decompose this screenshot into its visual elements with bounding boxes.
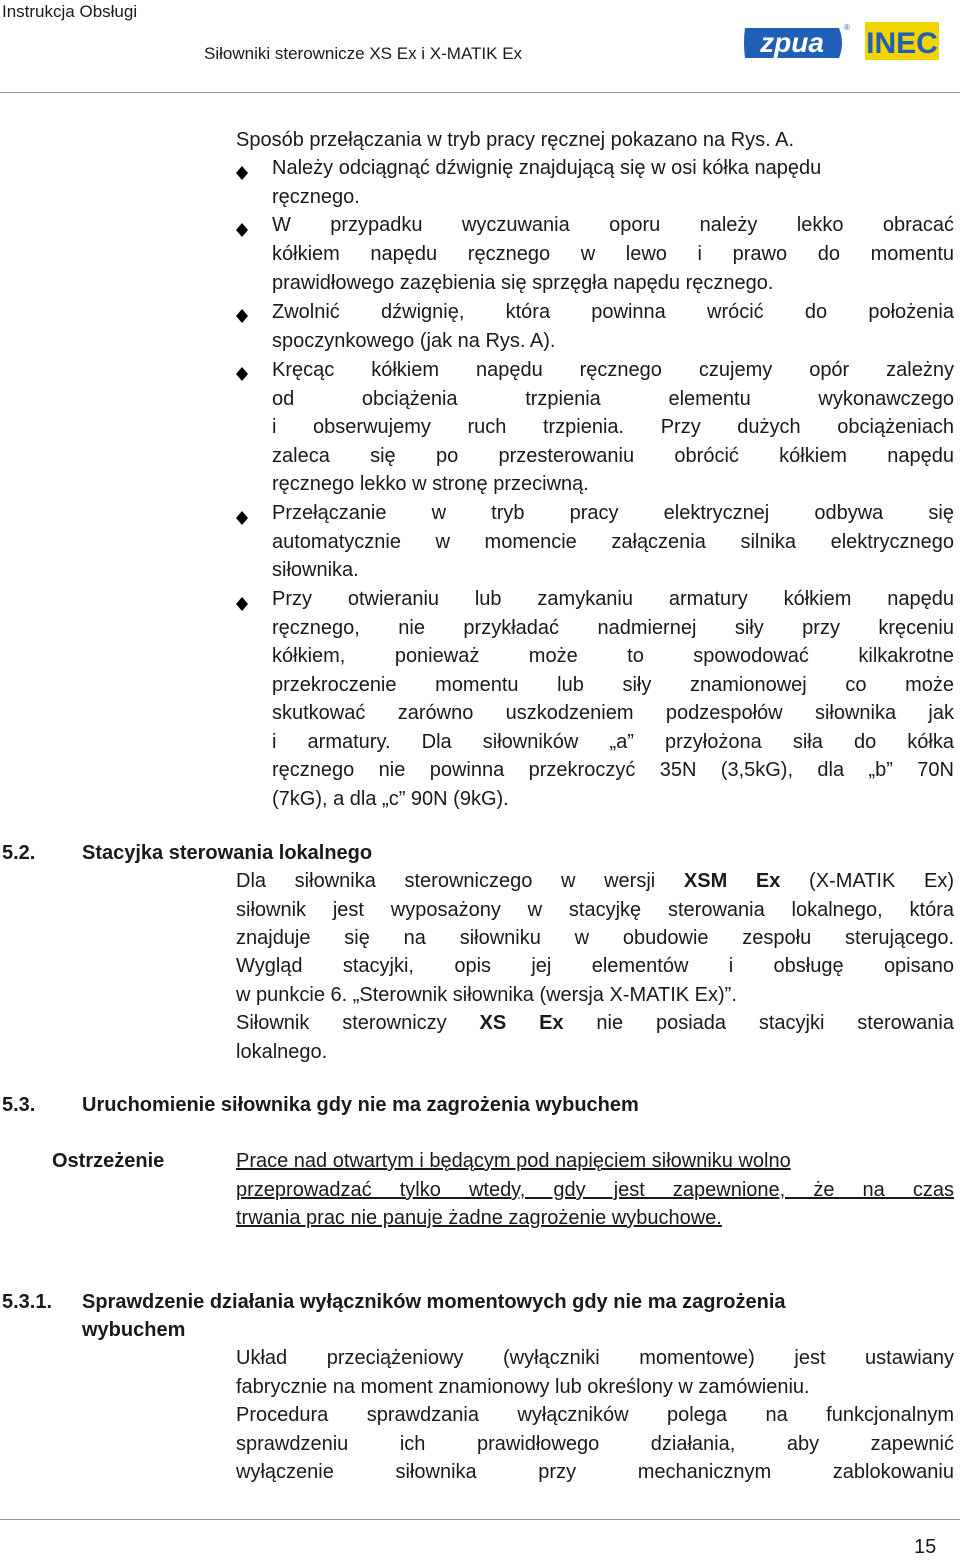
bullet-6-line-7: ręcznego nie powinna przekroczyć 35N (3,5kG), dla „b” 70N xyxy=(272,759,954,781)
zpua-logo-text: zpua xyxy=(760,27,824,58)
bullet-6-line-3: kółkiem, ponieważ może to spowodować kilkakrotne xyxy=(272,645,954,667)
s52-line-6: Siłownik sterowniczy XS Ex nie posiada stacyjki sterowania xyxy=(236,1012,954,1034)
zpua-logo xyxy=(741,22,850,69)
bullet-4-line-5: ręcznego lekko w stronę przeciwną. xyxy=(272,473,589,495)
bullet-6-line-6: i armatury. Dla siłowników „a” przyłożona siła do kółka xyxy=(272,731,954,753)
bullet-6-line-2: ręcznego, nie przykładać nadmiernej siły przy kręceniu xyxy=(272,617,954,639)
section-number: 5.3.1. xyxy=(2,1291,53,1313)
s531-line-5: wyłączenie siłownika przy mechanicznym zablokowaniu xyxy=(236,1461,954,1483)
warning-line-1: Prace nad otwartym i będącym pod napięciem siłowniku wolno xyxy=(236,1150,791,1172)
inec-logo xyxy=(863,16,943,67)
s52-line-5: w punkcie 6. „Sterownik siłownika (wersja X-MATIK Ex)”. xyxy=(236,984,737,1006)
svg-text:®: ® xyxy=(844,23,850,32)
section-heading-line-1: Sprawdzenie działania wyłączników momentowych gdy nie ma zagrożenia xyxy=(82,1291,786,1313)
diamond-bullet-icon xyxy=(236,309,248,321)
s52-line-7: lokalnego. xyxy=(236,1041,328,1063)
document-type: Instrukcja Obsługi xyxy=(2,2,138,21)
section-number: 5.3. xyxy=(2,1094,36,1116)
diamond-bullet-icon xyxy=(236,166,248,178)
diamond-bullet-icon xyxy=(236,511,248,523)
bullet-5-line-1: Przełączanie w tryb pracy elektrycznej odbywa się xyxy=(272,502,954,524)
s531-line-3: Procedura sprawdzania wyłączników polega na funkcjonalnym xyxy=(236,1404,954,1426)
bullet-4-line-3: i obserwujemy ruch trzpienia. Przy dużych obciążeniach xyxy=(272,416,954,438)
section-heading: Stacyjka sterowania lokalnego xyxy=(82,842,373,864)
diamond-bullet-icon xyxy=(236,223,248,235)
bullet-5-line-2: automatycznie w momencie załączenia silnika elektrycznego xyxy=(272,531,954,553)
diamond-bullet-icon xyxy=(236,597,248,609)
s52-line-4: Wygląd stacyjki, opis jej elementów i obsługę opisano xyxy=(236,955,954,977)
s531-line-2: fabrycznie na moment znamionowy lub określony w zamówieniu. xyxy=(236,1376,810,1398)
document-subtitle: Siłowniki sterownicze XS Ex i X-MATIK Ex xyxy=(204,44,523,63)
bullet-4-line-4: zaleca się po przesterowaniu obrócić kółkiem napędu xyxy=(272,445,954,467)
warning-label: Ostrzeżenie xyxy=(52,1150,165,1172)
bullet-2-line-1: W przypadku wyczuwania oporu należy lekko obracać xyxy=(272,214,954,236)
bullet-6-line-5: skutkować zarówno uszkodzeniem podzespołów siłownika jak xyxy=(272,702,954,724)
inec-logo-text: INEC xyxy=(866,27,938,60)
bullet-2-line-2: kółkiem napędu ręcznego w lewo i prawo do momentu xyxy=(272,243,954,265)
diamond-bullet-icon xyxy=(236,367,248,379)
footer-divider xyxy=(0,1519,960,1520)
page-header xyxy=(0,0,960,95)
bullet-1-line-1: Należy odciągnąć dźwignię znajdującą się w osi kółka napędu xyxy=(272,157,822,179)
bullet-4-line-2: od obciążenia trzpienia elementu wykonawczego xyxy=(272,388,954,410)
section-number: 5.2. xyxy=(2,842,36,864)
bullet-3-line-2: spoczynkowego (jak na Rys. A). xyxy=(272,330,556,352)
s52-line-3: znajduje się na siłowniku w obudowie zespołu sterującego. xyxy=(236,927,954,949)
page-number: 15 xyxy=(914,1536,937,1558)
intro-text: Sposób przełączania w tryb pracy ręcznej pokazano na Rys. A. xyxy=(236,129,795,151)
s531-line-4: sprawdzeniu ich prawidłowego działania, aby zapewnić xyxy=(236,1433,954,1455)
bullet-5-line-3: siłownika. xyxy=(272,559,359,581)
bullet-4-line-1: Kręcąc kółkiem napędu ręcznego czujemy opór zależny xyxy=(272,359,954,381)
warning-line-2: przeprowadzać tylko wtedy, gdy jest zapewnione, że na czas xyxy=(236,1179,954,1201)
s52-line-1: Dla siłownika sterowniczego w wersji XSM Ex (X-MATIK Ex) xyxy=(236,870,954,892)
s531-line-1: Układ przeciążeniowy (wyłączniki momentowe) jest ustawiany xyxy=(236,1347,954,1369)
section-heading: Uruchomienie siłownika gdy nie ma zagrożenia wybuchem xyxy=(82,1094,639,1116)
bullet-2-line-3: prawidłowego zazębienia się sprzęgła napędu ręcznego. xyxy=(272,272,774,294)
section-heading-line-2: wybuchem xyxy=(82,1319,186,1341)
bullet-3-line-1: Zwolnić dźwignię, która powinna wrócić do położenia xyxy=(272,301,954,323)
bullet-6-line-1: Przy otwieraniu lub zamykaniu armatury kółkiem napędu xyxy=(272,588,954,610)
s52-line-2: siłownik jest wyposażony w stacyjkę sterowania lokalnego, która xyxy=(236,899,954,921)
bullet-1-line-2: ręcznego. xyxy=(272,186,360,208)
bullet-6-line-4: przekroczenie momentu lub siły znamionowej co może xyxy=(272,674,954,696)
warning-line-3: trwania prac nie panuje żadne zagrożenie wybuchowe. xyxy=(236,1207,722,1229)
bullet-6-line-8: (7kG), a dla „c” 90N (9kG). xyxy=(272,788,509,810)
header-divider xyxy=(0,92,960,93)
